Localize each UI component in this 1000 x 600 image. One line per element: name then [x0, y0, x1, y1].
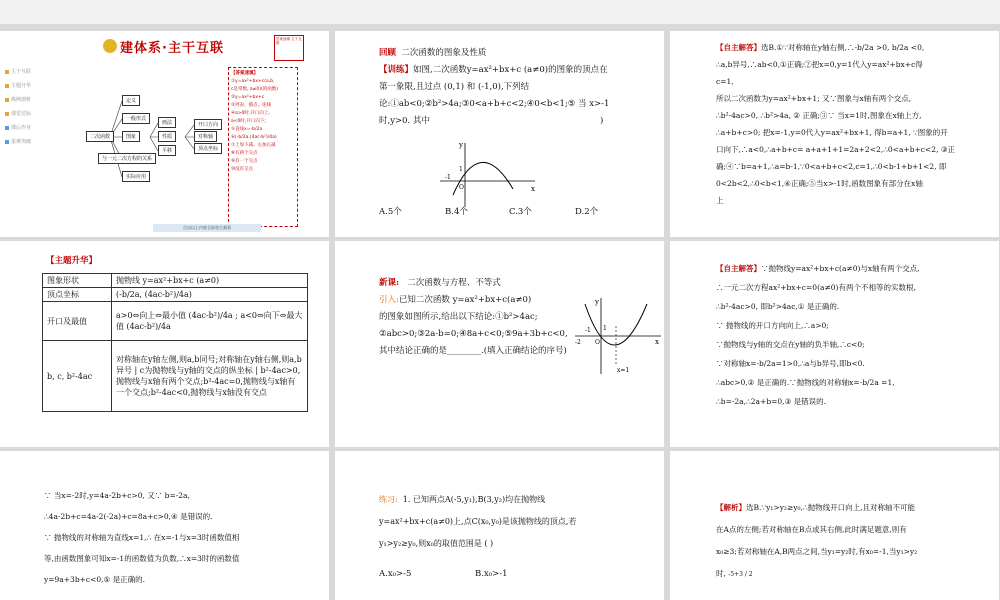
tree-node-opening: 开口方向	[194, 119, 222, 130]
slide-solution-2[interactable]	[670, 241, 999, 447]
practice-text: 练习: 1. 已知两点A(-5,y₁),B(3,y₂)均在抛物线 y=ax²+bx+c(a≠0)上,点C(x₀,y₀)是该抛物线的顶点,若 y₁>y₂≥y₀,则x₀的取值范围是 ( )	[379, 495, 577, 548]
svg-text:O: O	[459, 184, 464, 191]
parabola-graph	[573, 296, 663, 376]
table-row: 图象形状 抛物线 y=ax²+bx+c (a≠0)	[43, 274, 308, 288]
svg-text:x: x	[531, 185, 535, 193]
slide-title: 建体系·主干互联	[120, 41, 224, 56]
fullscreen-note[interactable]: 点击以上内容全屏放大观看	[153, 224, 261, 232]
slide-solution-1[interactable]	[670, 31, 999, 237]
stamp-badge: 答案速填 主干互联	[274, 35, 304, 61]
svg-text:x: x	[655, 338, 659, 346]
svg-text:y: y	[595, 298, 599, 306]
slide-solution-3[interactable]	[0, 451, 329, 600]
solution-text: 【自主解答】选B.①∵对称轴在y轴右侧,∴-b/2a >0, b/2a <0, ∴a,b异号,∴ab<0,①正确;②把x=0,y=1代入y=ax²+bx+c得 c=1, 所以二次函数为y=ax²+bx+1; 又∵图象与x轴有两个交点, ∴b²-4ac>0, ∴b²>4a, ② 正确;③∵ 当x=1时,图象在x轴上方, ∴a+b+c>0; 把x=-1,y=0代入y=ax²+bx+1, 得b=a+1, ∵图象的开 口向下,∴a<0,∴a+b+c= a+a+1+1=2a+2<2,∴0<a+b+c<2, ③正 确;④∵b=a+1,∴a=b-1,∵0<a+b+c<2,c=1,∴0<b-1+b+1<2, 即 0<2b<2,∴0<b<1,④正确;⑤当x>-1时,函数图象有部分在x轴 上	[716, 43, 956, 205]
question-text: 回顾 二次函数的图象及性质 【训练】如图,二次函数y=ax²+bx+c (a≠0)的图象的顶点在 第一象限,且过点 (0,1) 和 (-1,0),下列结 论:①ab<0;②b²>4a;③0<a+b+c<2;④0<b<1;⑤ 当 x>-1 时,y>0. 其中 )	[379, 48, 610, 126]
tree-node-graph: 图象	[122, 131, 140, 142]
sidebar-item[interactable]: 课后作业	[5, 121, 45, 135]
option-a[interactable]: A.5个	[379, 207, 402, 217]
intro-text: 新课: 二次函数与方程、不等式 引入:已知二次函数 y=ax²+bx+c(a≠0) 的图象如图所示,给出以下结论:①b²>4ac; ②abc>0;③2a-b=0;④8a+c<0;⑤9a+3b+c<0, 其中结论正确的是________.(填入正确结论的序号)	[379, 278, 568, 356]
option-d[interactable]: D.2个	[575, 207, 599, 217]
slide-analysis[interactable]	[670, 451, 999, 600]
section-tag: 【主题升华】	[46, 256, 98, 266]
sidebar-item[interactable]: 课堂达标	[5, 107, 45, 121]
sidebar-item[interactable]: 重难突破	[5, 135, 45, 149]
tree-node-application: 实际应用	[122, 171, 150, 182]
svg-text:1: 1	[603, 325, 607, 332]
tree-node-definition: 定义	[122, 95, 140, 106]
sidebar-item[interactable]: 主题升华	[5, 79, 45, 93]
tree-root: 二次函数	[86, 131, 114, 142]
svg-text:y: y	[459, 141, 463, 149]
table-row: 顶点坐标 (-b/2a, (4ac-b²)/4a)	[43, 288, 308, 302]
tree-node-axis: 对称轴	[194, 131, 217, 142]
svg-text:x=1: x=1	[617, 367, 630, 374]
svg-text:1: 1	[459, 166, 463, 173]
analysis-text: 【解析】选B.∵y₁>y₂≥y₀,∴抛物线开口向上,且对称轴不可能 在A点的左侧;若对称轴在B点或其右侧,此时满足题意,则有 x₀≥3;若对称轴在A,B两点之间,当y₁=y₂时,有x₀=-1,当y₁>y₂ 时, -5+3 / 2	[716, 503, 918, 578]
option-a[interactable]: A.x₀>-5	[379, 569, 412, 579]
tree-node-translation: 平移	[158, 145, 176, 156]
sidebar-item[interactable]: 主干互联	[5, 65, 45, 79]
answer-box: 【答案速填】 ①y=ax²+bx+c(a,b, c是常数, a≠0)(的函数) ②y=ax²+bx+c ③列表、描点、连线 ④a>0时,开口向上, a<0时,开口向下; ⑤直线x=-b/2a ⑥(-b/2a,(4ac-b²)/4a) ⑦上加下减、左加右减 ⑧有两个交点 ⑨有一个交点 ⑩没有交点	[228, 67, 298, 227]
parabola-graph	[435, 139, 545, 209]
tree-node-vertex: 顶点坐标	[194, 143, 222, 154]
property-table	[42, 273, 308, 412]
slide-review[interactable]	[335, 31, 664, 237]
slide-mindmap[interactable]	[0, 31, 329, 237]
tree-node-general-form: 一般形式	[122, 113, 150, 124]
slide-summary-table[interactable]	[0, 241, 329, 447]
slide-new-lesson[interactable]	[335, 241, 664, 447]
tree-node-property: 性质	[158, 131, 176, 142]
tree-node-equation: 与一元二次方程的关系	[98, 153, 156, 164]
svg-text:-2: -2	[575, 339, 581, 346]
table-row: 开口及最值 a>0⇔向上⇔最小值 (4ac-b²)/4a ; a<0⇔向下⇔最大值 (4ac-b²)/4a	[43, 302, 308, 341]
solution-text: ∵ 当x=-2时,y=4a-2b+c>0, 又∵ b=-2a, ∴4a-2b+c=4a-2(-2a)+c=8a+c>0,④ 是错误的. ∵ 抛物线的对称轴为直线x=1,∴ 在x=-1与x=3时函数值相 等,由函数图象可知x=-1的函数值为负数,∴x=3时的函数值 y=9a+3b+c<0,⑤ 是正确的.	[44, 491, 240, 584]
svg-text:-1: -1	[445, 174, 451, 181]
top-bar	[0, 0, 1000, 24]
slide-practice[interactable]	[335, 451, 664, 600]
svg-text:O: O	[595, 339, 600, 346]
option-b[interactable]: B.4个	[445, 207, 468, 217]
sidebar-item[interactable]: 典例剖析	[5, 93, 45, 107]
solution-text: 【自主解答】∵抛物线y=ax²+bx+c(a≠0)与x轴有两个交点, ∴一元二次方程ax²+bx+c=0(a≠0)有两个不相等的实数根, ∴b²-4ac>0, 即b²>4ac,① 是正确的. ∵ 抛物线的开口方向向上,∴a>0; ∵抛物线与y轴的交点在y轴的负半轴,∴c<0; ∵对称轴x=-b/2a=1>0,∴a与b异号,即b<0. ∴abc>0,② 是正确的.∵抛物线的对称轴x=-b/2a =1, ∴b=-2a,∴2a+b=0,③ 是错误的.	[716, 264, 920, 406]
option-c[interactable]: C.3个	[509, 207, 532, 217]
tree-node-method: 画法	[158, 117, 176, 128]
option-b[interactable]: B.x₀>-1	[475, 569, 508, 579]
svg-text:-1: -1	[585, 327, 591, 334]
table-row: b, c, b²-4ac 对称轴在y轴左侧,则a,b同号;对称轴在y轴右侧,则a,b异号 | c为抛物线与y轴的交点的纵坐标 | b²-4ac>0,抛物线与x轴有两个交点;b²-4ac=0,抛物线与x轴有一个交点;b²-4ac<0,抛物线与x轴没有交点	[43, 341, 308, 412]
